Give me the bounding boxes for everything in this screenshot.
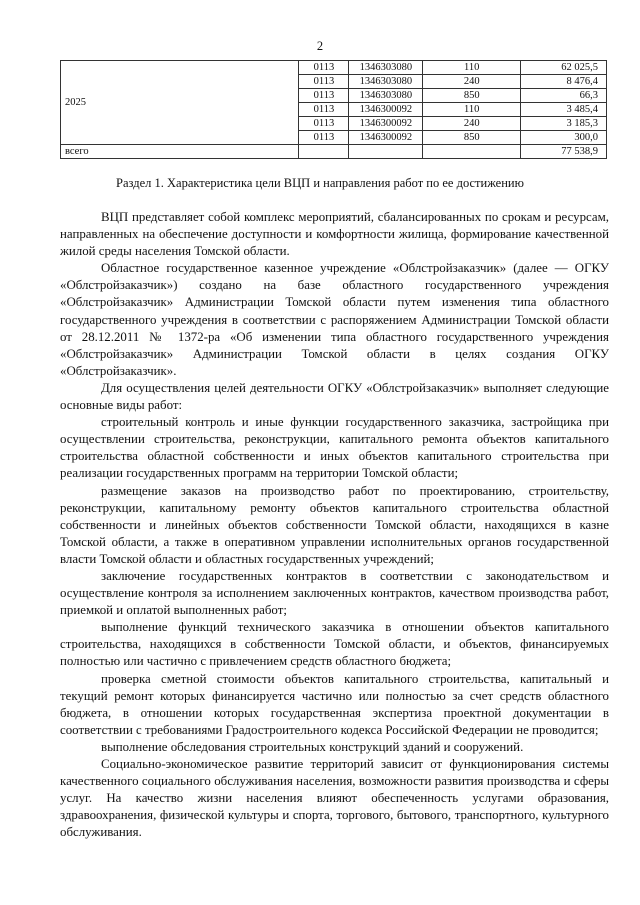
article-cell: 1346300092 — [349, 131, 423, 145]
list-item: выполнение функций технического заказчика в отношении объектов капитального строительства, находящихся в собственности Томской области, и объектов, финансируемых полностью или частично с привлечением средств областного бюджета; — [60, 620, 609, 669]
amount-cell: 300,0 — [521, 131, 607, 145]
code-cell: 0113 — [299, 131, 349, 145]
table-row — [61, 61, 607, 75]
empty-cell — [423, 145, 521, 159]
article-cell: 1346300092 — [349, 103, 423, 117]
empty-cell — [349, 145, 423, 159]
page-number: 2 — [316, 39, 324, 53]
code-cell: 0113 — [299, 61, 349, 75]
type-cell: 110 — [423, 103, 521, 117]
list-item: строительный контроль и иные функции государственного заказчика, застройщика при осуществлении строительства, реконструкции, капитального ремонта объектов капитального строительства областной собственности и иных объектов капитального строительства при реализации государственных программ на территории Томской области; — [60, 415, 609, 481]
amount-cell: 3 485,4 — [521, 103, 607, 117]
total-amount: 77 538,9 — [521, 145, 607, 159]
article-cell: 1346300092 — [349, 117, 423, 131]
paragraph: Для осуществления целей деятельности ОГКУ «Облстройзаказчик» выполняет следующие основные виды работ: — [60, 380, 609, 413]
code-cell: 0113 — [299, 75, 349, 89]
code-cell: 0113 — [299, 89, 349, 103]
type-cell: 850 — [423, 131, 521, 145]
empty-cell — [299, 145, 349, 159]
amount-cell: 3 185,3 — [521, 117, 607, 131]
budget-table — [60, 60, 607, 159]
amount-cell: 62 025,5 — [521, 61, 607, 75]
body-text — [60, 209, 609, 841]
section-title: Раздел 1. Характеристика цели ВЦП и направления работ по ее достижению — [116, 176, 524, 190]
article-cell: 1346303080 — [349, 89, 423, 103]
code-cell: 0113 — [299, 103, 349, 117]
total-label: всего — [61, 145, 299, 159]
paragraph: Областное государственное казенное учреждение «Облстройзаказчик» (далее — ОГКУ «Облстройзаказчик») создано на базе областного государственного учреждения «Облстройзаказчик» Администрации Томской области путем изменения типа областного государственного учреждения в соответствии с распоряжением Администрации Томской области от 28.12.2011 № 1372-ра «Об изменении типа областного государственного учреждения «Облстройзаказчик» Администрации Томской области в целях создания ОГКУ «Облстройзаказчик». — [60, 261, 609, 378]
list-item: проверка сметной стоимости объектов капитального строительства, капитальный и текущий ремонт которых финансируется частично или полностью за счет средств областного бюджета, в отношении которых государственная экспертиза проектной документации в соответствии с требованиями Градостроительного кодекса Российской Федерации не проводится; — [60, 671, 609, 737]
article-cell: 1346303080 — [349, 61, 423, 75]
type-cell: 240 — [423, 75, 521, 89]
year-cell: 2025 — [61, 61, 299, 145]
code-cell: 0113 — [299, 117, 349, 131]
type-cell: 110 — [423, 61, 521, 75]
list-item: выполнение обследования строительных конструкций зданий и сооружений. — [101, 739, 524, 754]
list-item: размещение заказов на производство работ по проектированию, строительству, реконструкции, капитальному ремонту объектов капитального строительства областной собственности и линейных объектов собственности Томской области, находящихся в казне Томской области, а также в оперативном управлении исполнительных органов государственной власти Томской области и областных государственных учреждений; — [60, 483, 609, 566]
type-cell: 240 — [423, 117, 521, 131]
article-cell: 1346303080 — [349, 75, 423, 89]
total-row — [61, 145, 607, 159]
paragraph: ВЦП представляет собой комплекс мероприятий, сбалансированных по срокам и ресурсам, направленных на обеспечение доступности и комфортности жилища, формирование качественной жилой среды населения Томской области. — [60, 210, 609, 259]
paragraph: Социально-экономическое развитие территорий зависит от функционирования системы качественного социального обслуживания населения, возможности развития производства и сферы услуг. На качество жизни населения влияют обеспеченность услугами образования, здравоохранения, физической культуры и спорта, торгового, бытового, транспортного, культурного обслуживания. — [60, 757, 609, 840]
amount-cell: 66,3 — [521, 89, 607, 103]
type-cell: 850 — [423, 89, 521, 103]
amount-cell: 8 476,4 — [521, 75, 607, 89]
list-item: заключение государственных контрактов в соответствии с законодательством и осуществление контроля за исполнением заключенных контрактов, качеством производства работ, приемкой и оплатой выполненных работ; — [60, 568, 609, 618]
